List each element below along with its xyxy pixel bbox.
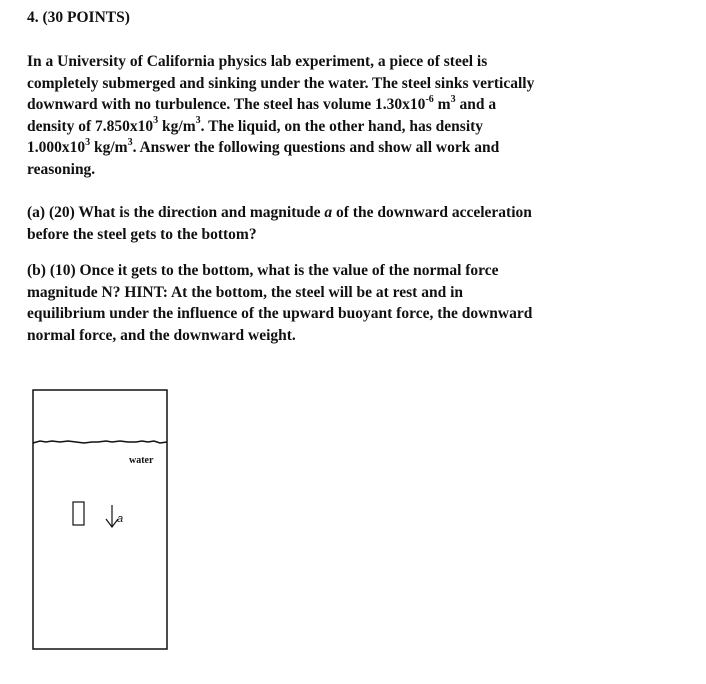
intro-line-6: reasoning. [27, 160, 96, 178]
part-a-text-start: (a) (20) What is the direction and magnitude [27, 204, 325, 221]
intro-line-3 [27, 94, 534, 116]
acceleration-variable: a [324, 204, 333, 221]
problem-heading: 4. (30 POINTS) [27, 9, 130, 26]
steel-density-tail: . The liquid, on the other hand, has density [200, 117, 484, 135]
intro-line-1: In a University of California physics lab experiment, a piece of steel is [27, 53, 488, 70]
steel-density-exponent: 3 [153, 115, 159, 127]
water-surface-line [33, 441, 167, 443]
acceleration-label: a [117, 513, 124, 525]
part-a-line-1 [27, 202, 532, 224]
volume-tail: and a [455, 96, 497, 113]
steel-density-unit-exponent: 3 [195, 115, 201, 127]
liquid-density-text: 1.000x10 [27, 139, 86, 156]
part-a-question [27, 202, 532, 245]
volume-unit-exponent: 3 [450, 93, 456, 105]
liquid-density-exponent: 3 [85, 136, 91, 148]
part-b-line-2: magnitude N? HINT: At the bottom, the steel will be at rest and in [27, 283, 463, 301]
tank-outline [33, 390, 167, 649]
volume-unit: m [433, 96, 451, 113]
steel-density-text: density of 7.850x10 [27, 117, 154, 135]
steel-density-unit: kg/m [158, 117, 196, 135]
liquid-density-unit-exponent: 3 [127, 136, 133, 148]
part-a-text-end: of the downward acceleration [332, 204, 532, 221]
part-a-line-2: before the steel gets to the bottom? [27, 225, 257, 243]
liquid-density-tail: . Answer the following questions and show all work and [132, 139, 500, 156]
part-b-line-1: (b) (10) Once it gets to the bottom, what is the value of the normal force [27, 262, 499, 279]
intro-line-2: completely submerged and sinking under the water. The steel sinks vertically [27, 74, 535, 92]
intro-line-4 [27, 116, 534, 138]
part-b-question [27, 260, 532, 346]
volume-text: downward with no turbulence. The steel has volume 1.30x10 [27, 96, 426, 113]
steel-block [73, 502, 84, 525]
water-label: water [129, 455, 154, 466]
water-tank-figure [32, 389, 169, 651]
intro-line-5 [27, 137, 534, 159]
volume-exponent: -6 [425, 93, 434, 105]
part-b-line-4: normal force, and the downward weight. [27, 326, 296, 344]
liquid-density-unit: kg/m [90, 139, 128, 156]
part-b-line-3: equilibrium under the influence of the upward buoyant force, the downward [27, 305, 533, 322]
problem-intro-paragraph [27, 51, 534, 180]
